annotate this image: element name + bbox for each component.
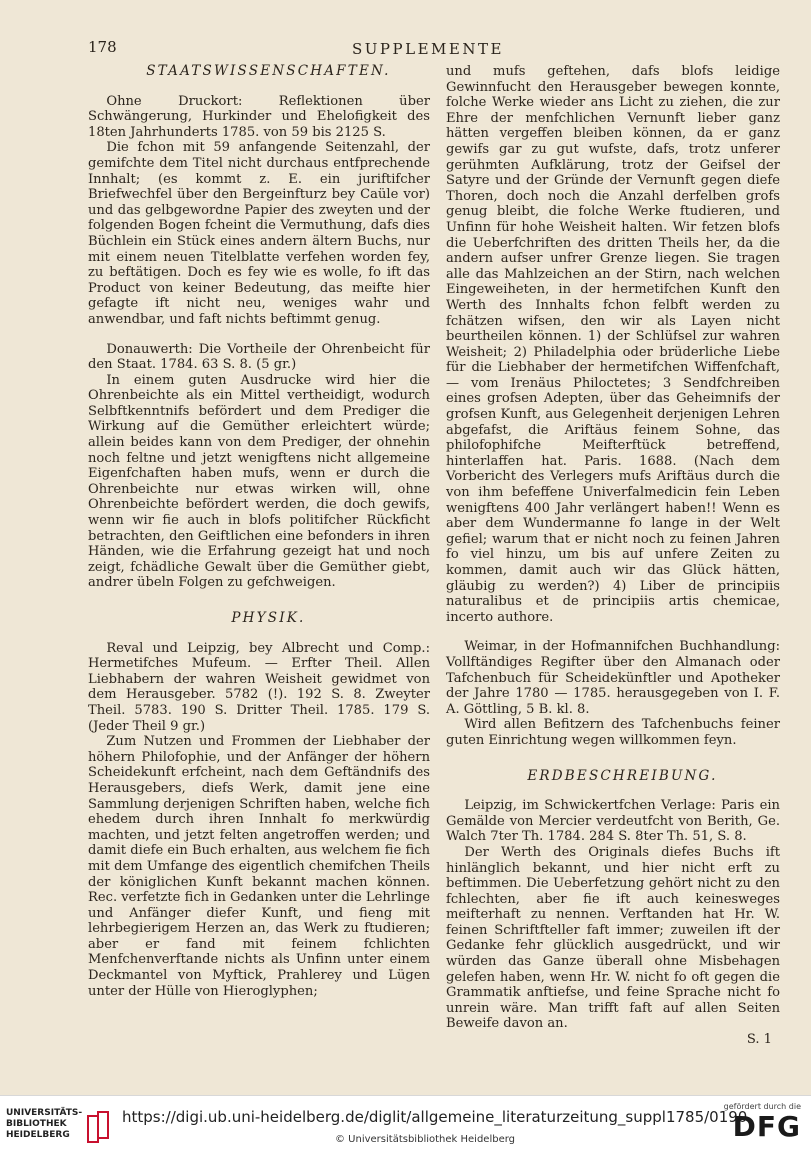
review-paragraph: Die fchon mit 59 anfangende Seitenzahl, der gemifchte dem Titel nicht durchaus entfprechende Innhalt; (es kommt z. E. ein juriftifcher Briefwechfel über den Bergeinfturz bey Caüle vor) und das gelbgewordne Papier des zweyten und der folgenden Bogen fcheint die Vermuthung, dafs dies Büchlein ein Stück eines andern ältern Buchs, nur mit einem neuen Titelblatte verfehen worden fey, zu beftätigen. Doch es fey wie es wolle, fo ift das Product von keiner Bedeutung, das meifte hier gefagte ift nicht neu, weniges wahr und anwendbar, und faft nichts beftimmt genug. <box>88 140 430 327</box>
dfg-logo <box>691 1102 801 1152</box>
funded-by-label: gefördert durch die <box>723 1102 801 1111</box>
running-head: SUPPLEMENTE <box>352 40 504 58</box>
review-paragraph-continued: und mufs geftehen, dafs blofs leidige Gewinnfucht den Herausgeber bewegen konnte, folche Werke wieder ans Licht zu ziehen, die zur Ehre der menfchlichen Vernunft lieber ganz hätten vergeffen bleiben können, da er ganz gewifs gar zu gut wufste, dafs, trotz unferer gerühmten Aufklärung, trotz der Geifsel der Satyre und der Gründe der Vernunft gegen diefe Thoren, doch noch die Anzahl derfelben grofs genug bleibt, die folche Werke ftudieren, und Unfinn für hohe Weisheit halten. Wir fetzen blofs die Ueberfchriften des dritten Theils her, da die andern aufser unfrer Grenze liegen. Sie tragen alle das Mahlzeichen an der Stirn, nach welchen Eingeweiheten, in der hermetifchen Kunft den Werth des Innhalts fchon felbft werden zu fchätzen wifsen, den wir als Layen nicht beurtheilen können. 1) der Schlüfsel zur wahren Weisheit; 2) Philadelphia oder brüderliche Liebe für die Liebhaber der hermetifchen Wiffenfchaft, — vom Irenäus Philoctetes; 3 Sendfchreiben eines grofsen Adepten, über das Geheimnifs der grofsen Kunft, aus Gelegenheit derjenigen Lehren abgefafst, die Ariftäus feinem Sohne, das philofophifche Meifterftück betreffend, hinterlaffen hat. Paris. 1688. (Nach dem Vorbericht des Verlegers mufs Ariftäus durch die von ihm befeffene Univerfalmedicin fein Leben wenigftens 400 Jahr verlängert haben!! Wenn es aber dem Wundermanne fo lange in der Welt gefiel; warum that er nicht noch zu feinen Jahren fo viel hinzu, um bis auf unfere Zeiten zu kommen, damit auch wir das Glück hätten, gläubig zu werden?) 4) Liber de principiis naturalibus et de principiis artis chemicae, incerto authore. <box>446 64 780 625</box>
copyright-notice: © Universitätsbibliothek Heidelberg <box>335 1134 516 1145</box>
entry-heading: Weimar, in der Hofmannifchen Buchhandlung: Vollftändiges Regifter über den Almanach oder Tafchenbuch für Scheidekünftler und Apotheker der Jahre 1780 — 1785. herausgegeben von I. F. A. Göttling, 5 B. kl. 8. <box>446 639 780 717</box>
viewer-footer <box>0 1095 811 1158</box>
entry-heading: Ohne Druckort: Reflektionen über Schwängerung, Hurkinder und Ehelofigkeit des 18ten Jahrhunderts 1785. von 59 bis 2125 S. <box>88 93 430 140</box>
entry-heading: Reval und Leipzig, bey Albrecht und Comp.: Hermetifches Mufeum. — Erfter Theil. Allen Liebhabern der wahren Weisheit gewidmet von dem Herausgeber. 5782 (!). 192 S. 8. Zweyter Theil. 5783. 190 S. Dritter Theil. 1785. 179 S. (Jeder Theil 9 gr.) <box>88 640 430 734</box>
page-header <box>0 38 811 62</box>
section-heading-physik: PHYSIK. <box>231 610 306 626</box>
signature-mark: S. 1 <box>746 1032 772 1048</box>
review-paragraph: Wird allen Befitzern des Tafchenbuchs feiner guten Einrichtung wegen willkommen feyn. <box>446 717 780 748</box>
dfg-wordmark: DFG <box>732 1110 801 1143</box>
left-column <box>88 64 430 999</box>
review-paragraph: Zum Nutzen und Frommen der Liebhaber der höhern Philofophie, und der Anfänger der höhern Scheidekunft erfcheint, nach dem Geftändnifs des Herausgebers, diefs Werk, damit jene eine Sammlung derjenigen Schriften haben, welche fich ehedem durch ihren Innhalt fo merkwürdig machten, und jetzt felten angetroffen werden; und damit diefe ein Buch erhalten, aus welchem fie fich mit dem Umfange des eigentlich chemifchen Theils der königlichen Kunft bekannt machen können. Rec. verfetzte fich in Gedanken unter die Lehrlinge und Anfänger diefer Kunft, und fieng mit lehrbegierigem Herzen an, das Werk zu ftudieren; aber er fand mit feinem fchlichten Menfchenverftande nichts als Unfinn unter einem Deckmantel von Myftick, Prahlerey und Lügen unter der Hülle von Hieroglyphen; <box>88 734 431 999</box>
review-paragraph: In einem guten Ausdrucke wird hier die Ohrenbeichte als ein Mittel vertheidigt, wodurch Selbftkenntnifs befördert und dem Prediger die Wirkung auf die Gemüther erleichtert würde; allein beides kann von dem Prediger, der ohnehin noch feltne und jetzt wenigftens nicht allgemeine Eigenfchaften haben mufs, wenn er durch die Ohrenbeichte nur etwas wirken will, ohne Ohrenbeichte befördert werden, die doch gewifs, wenn wir fie auch in blofs politifcher Rückficht betrachten, den Geiftlichen eine befonders in ihren Händen, wie die Erfahrung gezeigt hat und noch zeigt, fchädliche Gewalt über die Gemüther giebt, andrer übeln Folgen zu gefchweigen. <box>88 372 430 591</box>
library-name: UNIVERSITÄTS- BIBLIOTHEK HEIDELBERG <box>6 1108 83 1140</box>
page-number: 178 <box>88 38 117 56</box>
section-heading-staatswissenschaften: STAATSWISSENSCHAFTEN. <box>146 63 391 79</box>
entry-heading: Leipzig, im Schwickertfchen Verlage: Paris ein Gemälde von Mercier verdeutfcht von Berith, Ge. Walch 7ter Th. 1784. 284 S. 8ter Th. 51, S. 8. <box>446 798 780 845</box>
section-heading-erdbeschreibung: ERDBESCHREIBUNG. <box>527 767 718 784</box>
entry-heading: Donauwerth: Die Vortheile der Ohrenbeicht für den Staat. 1784. 63 S. 8. (5 gr.) <box>88 341 430 373</box>
university-library-logo[interactable] <box>6 1108 116 1148</box>
permalink-url[interactable]: https://digi.ub.uni-heidelberg.de/diglit/allgemeine_literaturzeitung_suppl1785/0190 <box>122 1108 748 1126</box>
library-emblem-icon <box>86 1110 112 1144</box>
review-paragraph: Der Werth des Originals diefes Buchs ift hinlänglich bekannt, und hier nicht erft zu beftimmen. Die Ueberfetzung gehört nicht zu den fchlechten, aber fie ift auch keinesweges meifterhaft zu nennen. Verftanden hat Hr. W. feinen Schriftfteller faft immer; zuweilen ift der Gedanke fehr glücklich ausgedrückt, und wir würden das Ganze überall ohne Misbehagen gelefen haben, wenn Hr. W. nicht fo oft gegen die Grammatik anftiefse, und feine Sprache nicht fo unrein wäre. Man trifft faft auf allen Seiten Beweife davon an. <box>446 844 780 1032</box>
right-column <box>446 64 780 1048</box>
